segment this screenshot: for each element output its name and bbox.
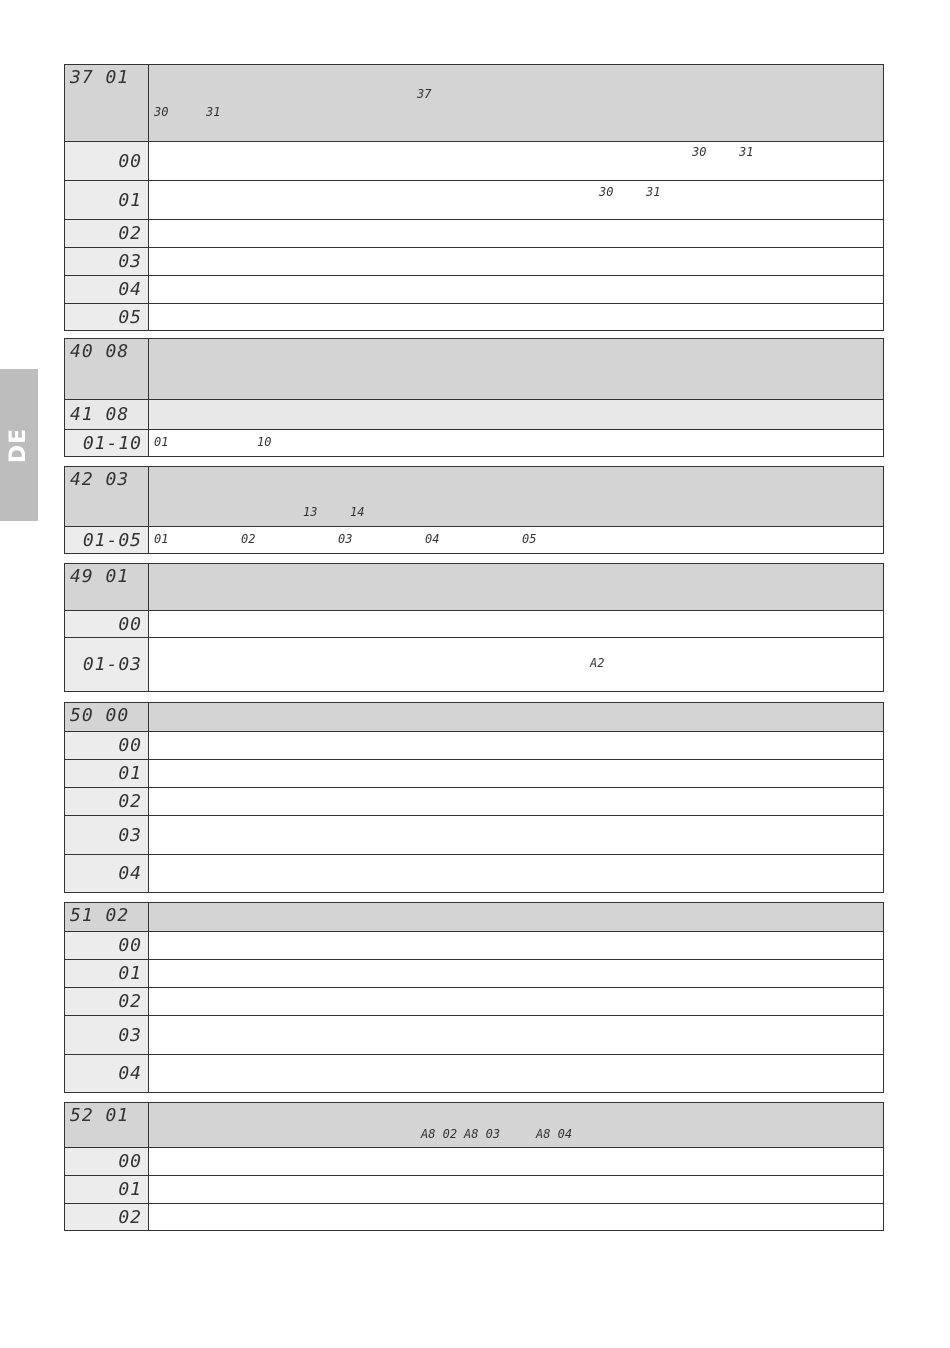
inline-code: A8 03 bbox=[464, 1127, 501, 1141]
inline-code: 14 bbox=[350, 505, 365, 519]
option-description bbox=[149, 1016, 883, 1054]
option-code: 00 bbox=[118, 1151, 142, 1172]
param-block-40 bbox=[64, 338, 884, 457]
param-header-row bbox=[65, 339, 883, 399]
param-description bbox=[149, 467, 883, 526]
option-description bbox=[149, 732, 883, 759]
option-description bbox=[149, 527, 883, 553]
option-code: 01 bbox=[118, 1179, 142, 1200]
param-block-51 bbox=[64, 902, 884, 1093]
option-row bbox=[65, 759, 883, 787]
param-description bbox=[149, 703, 883, 731]
option-code: 00 bbox=[118, 613, 142, 635]
inline-code: 31 bbox=[646, 185, 661, 199]
inline-code: 03 bbox=[338, 532, 353, 546]
option-code: 02 bbox=[118, 791, 142, 812]
option-description bbox=[149, 276, 883, 303]
inline-code: 30 bbox=[599, 185, 614, 199]
inline-code: 10 bbox=[257, 435, 272, 449]
option-code: 02 bbox=[118, 991, 142, 1012]
option-row bbox=[65, 987, 883, 1015]
option-row bbox=[65, 303, 883, 330]
inline-code: A8 04 bbox=[536, 1127, 573, 1141]
param-code: 49 01 bbox=[70, 566, 130, 587]
param-code: 51 02 bbox=[70, 905, 130, 926]
option-code: 05 bbox=[118, 306, 142, 328]
option-row bbox=[65, 815, 883, 854]
option-code: 02 bbox=[118, 1206, 142, 1228]
option-description bbox=[149, 638, 883, 691]
option-row bbox=[65, 931, 883, 959]
option-code: 00 bbox=[118, 735, 142, 756]
param-code: 52 01 bbox=[70, 1105, 130, 1126]
option-description bbox=[149, 788, 883, 815]
option-code: 01-03 bbox=[82, 654, 142, 675]
option-row bbox=[65, 731, 883, 759]
inline-code: 05 bbox=[522, 532, 537, 546]
option-description bbox=[149, 142, 883, 180]
option-code: 01 bbox=[118, 763, 142, 784]
language-tab bbox=[0, 369, 38, 521]
option-description bbox=[149, 430, 883, 456]
param-code: 42 03 bbox=[70, 469, 130, 490]
option-description bbox=[149, 816, 883, 854]
option-row bbox=[65, 610, 883, 637]
param-code: 41 08 bbox=[70, 404, 130, 425]
param-header-row bbox=[65, 703, 883, 731]
inline-code: 30 bbox=[154, 105, 169, 119]
param-block-49 bbox=[64, 563, 884, 692]
option-row bbox=[65, 1015, 883, 1054]
option-code: 00 bbox=[118, 935, 142, 956]
option-description bbox=[149, 611, 883, 637]
option-row bbox=[65, 1054, 883, 1092]
param-description bbox=[149, 1103, 883, 1147]
option-row bbox=[65, 1175, 883, 1203]
option-code: 04 bbox=[118, 1063, 142, 1084]
param-description bbox=[149, 65, 883, 141]
param-header-row bbox=[65, 65, 883, 141]
option-row bbox=[65, 247, 883, 275]
option-code: 04 bbox=[118, 279, 142, 300]
option-row bbox=[65, 637, 883, 691]
inline-code: 01 bbox=[154, 532, 169, 546]
param-block-50 bbox=[64, 702, 884, 893]
option-row bbox=[65, 1203, 883, 1230]
inline-code: 13 bbox=[303, 505, 318, 519]
param-description bbox=[149, 400, 883, 429]
inline-code: 31 bbox=[206, 105, 221, 119]
inline-code: 04 bbox=[425, 532, 440, 546]
option-code: 01 bbox=[118, 963, 142, 984]
option-row bbox=[65, 854, 883, 892]
option-row bbox=[65, 787, 883, 815]
option-description bbox=[149, 960, 883, 987]
option-description bbox=[149, 181, 883, 219]
option-row bbox=[65, 1147, 883, 1175]
param-block-42 bbox=[64, 466, 884, 554]
param-header-row bbox=[65, 1103, 883, 1147]
language-tab-label: DE bbox=[6, 427, 32, 463]
inline-code: 02 bbox=[241, 532, 256, 546]
option-description bbox=[149, 1176, 883, 1203]
option-code: 03 bbox=[118, 824, 142, 846]
option-description bbox=[149, 760, 883, 787]
inline-code: 31 bbox=[739, 145, 754, 159]
inline-code: 37 bbox=[417, 87, 432, 101]
option-row bbox=[65, 526, 883, 553]
param-code: 40 08 bbox=[70, 341, 130, 362]
option-code: 01-10 bbox=[82, 432, 142, 454]
inline-code: A8 02 bbox=[421, 1127, 458, 1141]
option-code: 03 bbox=[118, 251, 142, 272]
param-block-52 bbox=[64, 1102, 884, 1231]
param-subheader-row bbox=[65, 399, 883, 429]
param-description bbox=[149, 339, 883, 399]
param-description bbox=[149, 564, 883, 610]
option-row bbox=[65, 429, 883, 456]
option-description bbox=[149, 248, 883, 275]
option-description bbox=[149, 988, 883, 1015]
option-description bbox=[149, 304, 883, 330]
option-row bbox=[65, 141, 883, 180]
option-code: 03 bbox=[118, 1024, 142, 1046]
option-row bbox=[65, 275, 883, 303]
param-header-row bbox=[65, 467, 883, 526]
option-row bbox=[65, 180, 883, 219]
param-header-row bbox=[65, 564, 883, 610]
option-code: 02 bbox=[118, 223, 142, 244]
inline-code: 30 bbox=[692, 145, 707, 159]
param-block-37 bbox=[64, 64, 884, 331]
param-code: 50 00 bbox=[70, 705, 130, 726]
option-code: 01-05 bbox=[82, 529, 142, 551]
option-code: 01 bbox=[118, 189, 142, 211]
option-description bbox=[149, 855, 883, 892]
inline-code: 01 bbox=[154, 435, 169, 449]
option-description bbox=[149, 220, 883, 247]
option-description bbox=[149, 1148, 883, 1175]
option-code: 00 bbox=[118, 150, 142, 172]
option-code: 04 bbox=[118, 863, 142, 884]
param-code: 37 01 bbox=[70, 67, 130, 88]
option-row bbox=[65, 959, 883, 987]
option-description bbox=[149, 932, 883, 959]
inline-code: A2 bbox=[590, 656, 605, 670]
option-row bbox=[65, 219, 883, 247]
option-description bbox=[149, 1204, 883, 1230]
param-header-row bbox=[65, 903, 883, 931]
option-description bbox=[149, 1055, 883, 1092]
param-description bbox=[149, 903, 883, 931]
